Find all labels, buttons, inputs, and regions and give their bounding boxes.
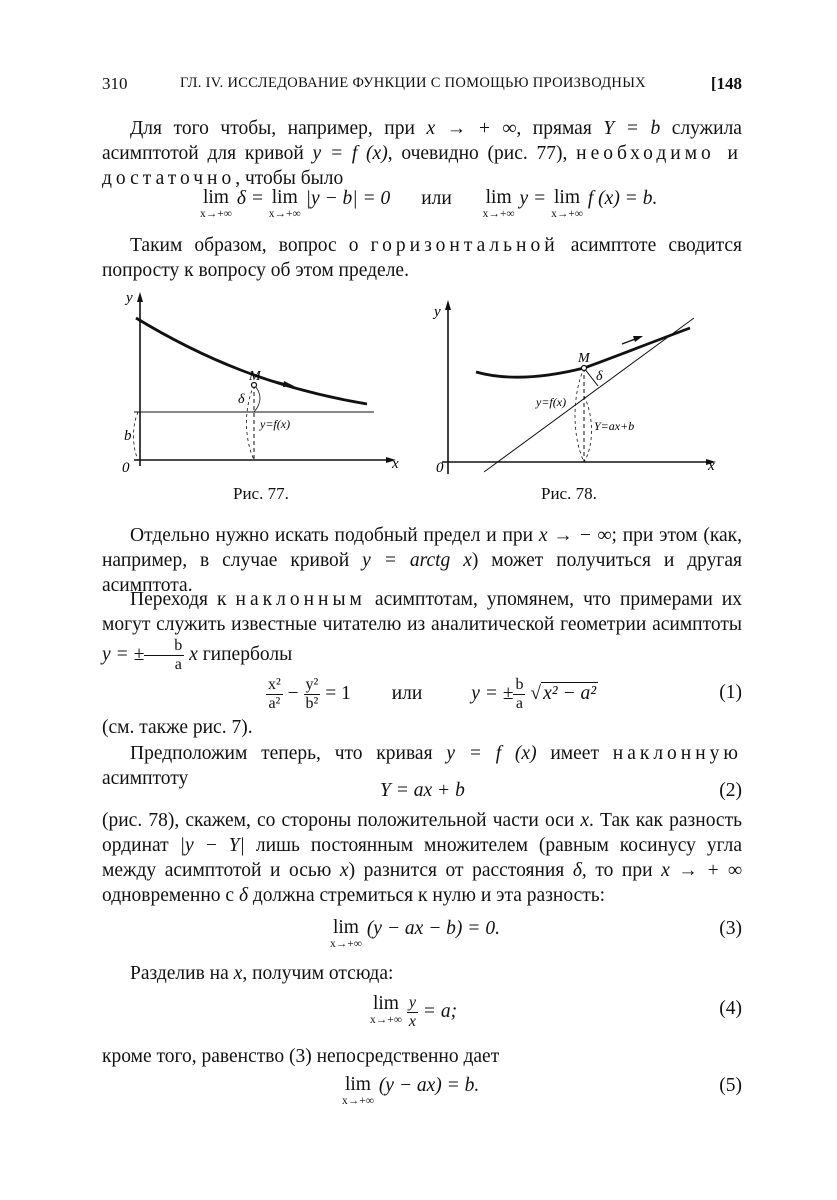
fig77-label-delta: δ <box>238 392 245 407</box>
equation-3-number: (3) <box>719 918 742 939</box>
paragraph-moreover: кроме того, равенство (3) непосредственно дает <box>102 1046 500 1067</box>
section-number: [148 <box>710 74 742 93</box>
equation-3: lim x→+∞ (y − ax − b) = 0. (3) <box>330 917 742 950</box>
fig77-brace-b <box>134 412 139 460</box>
fig78-label-origin: 0 <box>436 460 444 476</box>
paragraph-ordinate-difference: (рис. 78), скажем, со стороны положительной части оси x. Так как разность ординат |y − Y| лишь постоянным множителем (равным косинусу угла между асимптотой и осью x) разнится от расстояния δ, то при x → + ∞ одновременно с δ должна стремиться к нулю и эта разность: <box>102 810 743 906</box>
fig77-brace-delta <box>254 385 260 412</box>
paragraph-see-also: (см. также рис. 7). <box>102 717 253 738</box>
figure-78-caption: Рис. 78. <box>541 484 597 503</box>
fig77-label-b: b <box>124 428 132 444</box>
paragraph-oblique-intro: Переходя к наклонным асимптотам, упомянем, что примерами их могут служить известные читателю из аналитической геометрии асимптоты y = ± $\frac{b}{a}$ x гиперболы <box>102 589 742 673</box>
fig77-label-origin: 0 <box>122 460 130 476</box>
equation-4: lim x→+∞ $\frac{y}{x}$ = a; (4) <box>370 993 742 1030</box>
paragraph-suppose: Предположим теперь, что кривая y = f (x) имеет наклонную асимптоту <box>102 743 742 789</box>
fig78-brace-line <box>584 396 592 462</box>
fig78-label-curve: y=f(x) <box>536 395 567 409</box>
paragraph-horizontal-summary: Таким образом, вопрос о горизонтальной асимптоте сводится попросту к вопросу об этом пределе. <box>102 235 742 281</box>
fig78-label-delta: δ <box>596 369 603 384</box>
fig77-brace-y <box>247 385 255 460</box>
page-header <box>102 74 742 98</box>
square-root: x² − a² <box>543 682 597 704</box>
fig78-label-line: Y=ax+b <box>594 419 635 433</box>
fig78-brace-y <box>575 368 584 462</box>
figure-78 <box>432 296 732 480</box>
paragraph-minus-infinity: Отдельно нужно искать подобный предел и при x → − ∞; при этом (как, например, в случае кривой y = arctg x) может получиться и другая асимптота. <box>102 525 743 596</box>
figure-77 <box>112 288 412 478</box>
fig78-label-m: M <box>578 351 590 366</box>
fig78-point-m <box>582 366 587 371</box>
equation-1: $\frac{\text{x²}}{\text{a²}}$ − $\frac{\text{y²}}{\text{b²}}$ = 1 или y = ± $\frac{b}{a}$ √ x² − a² (1) <box>268 676 742 712</box>
fig78-label-y: y <box>434 304 441 320</box>
running-title: ГЛ. IV. ИССЛЕДОВАНИЕ ФУНКЦИИ С ПОМОЩЬЮ ПРОИЗВОДНЫХ <box>180 75 646 91</box>
limit-operator: lim x→+∞ <box>200 187 232 220</box>
fig77-label-y: y <box>126 290 133 306</box>
figure-77-caption: Рис. 77. <box>233 484 289 503</box>
fig78-y-arrow <box>445 300 451 310</box>
paragraph-divide: Разделив на x, получим отсюда: <box>130 963 394 984</box>
equation-5-number: (5) <box>719 1075 742 1096</box>
fig77-y-arrow <box>137 292 143 302</box>
paragraph-horizontal-condition: Для того чтобы, например, при x → + ∞, прямая Y = b служила асимптотой для кривой y = f (x), очевидно (рис. 77), необходимо и достаточно, чтобы было <box>102 118 742 189</box>
equation-1-number: (1) <box>719 682 742 703</box>
equation-2-number: (2) <box>719 780 742 801</box>
fig78-label-x: x <box>708 458 715 474</box>
equation-horizontal-limits: lim x→+∞ δ = lim x→+∞ |y − b| = 0 или lim x→+∞ y = lim x→+∞ f (x) = b. <box>200 187 658 220</box>
page-number: 310 <box>102 74 128 93</box>
fraction-b-over-a: $\frac{b}{a}$ <box>144 637 184 674</box>
equation-5: lim x→+∞ (y − ax) = b. (5) <box>342 1074 742 1107</box>
fig77-label-x: x <box>392 456 399 472</box>
equation-4-number: (4) <box>719 998 742 1019</box>
equation-2: Y = ax + b (2) <box>380 780 742 801</box>
fig77-label-curve: y=f(x) <box>260 417 291 431</box>
fig77-label-m: M <box>249 369 261 384</box>
